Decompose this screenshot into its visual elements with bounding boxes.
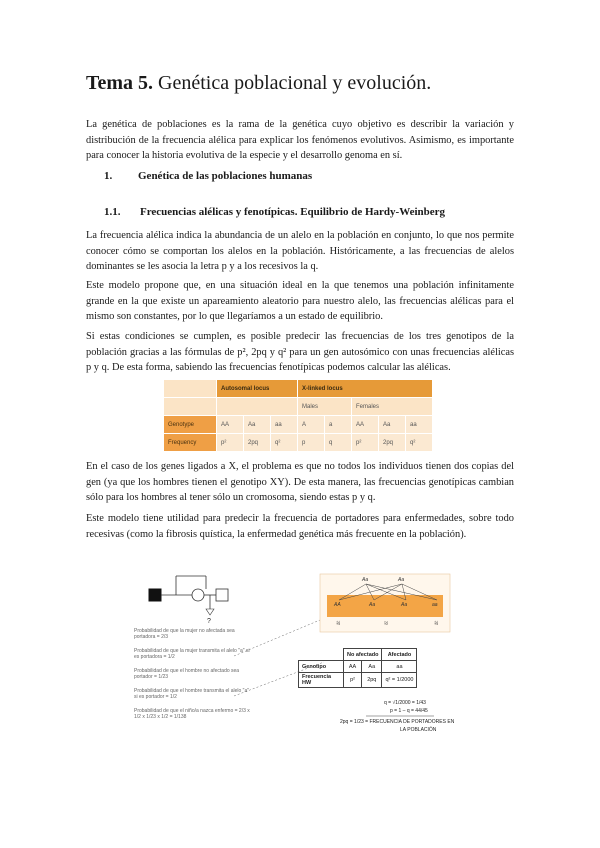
genotype-cell: aa [271,416,298,434]
genotype-cell: AA [217,416,244,434]
cross-highlight [327,595,443,617]
frequency-label: Frequency [164,434,217,452]
carrier-frequency-table [298,648,417,688]
affected-header: Afectado [382,649,417,661]
females-header: Females [352,398,433,416]
unaffected-male-symbol [216,589,228,601]
genotype-label: Genotype [164,416,217,434]
genotype-cell: aa [406,416,433,434]
frequency-row [164,434,433,452]
female-symbol [192,589,204,601]
genotype-row-label: Genotipo [299,661,344,673]
genotype-cell: Aa [244,416,271,434]
unknown-child-symbol [206,609,214,615]
probability-note: Probabilidad de que la mujer transmita el alelo "a" si es portadora = 1/2 [134,648,250,660]
males-header: Males [298,398,352,416]
title-number: Tema 5. [86,72,154,94]
probability-note: Probabilidad de que el niño/a nazca enfermo = 2/3 x 1/2 x 1/23 x 1/2 = 1/138 [134,708,250,720]
genotype-fraction: ¼ [434,621,439,627]
paragraph-model: Este modelo propone que, en una situación ideal en la que tenemos una población infinitamente grande en la que existe un apareamiento aleatorio para nuestro alelo, las frecuencias alélicas para el mismo son constantes, por lo que llegaríamos a un estado de equilibrio. [86,280,514,322]
affected-male-symbol [149,589,161,601]
parent-genotype: Aa [398,577,405,583]
genotype-cell: A [298,416,325,434]
parent-genotype: Aa [362,577,369,583]
frequency-cell: p² [352,434,379,452]
autosomal-header: Autosomal locus [217,380,298,398]
frequency-cell: 2pq [379,434,406,452]
title-text: Genética poblacional y evolución. [153,72,432,94]
probability-note: Probabilidad de que la mujer no afectada sea portadora = 2/3 [134,628,235,640]
section-title: Genética de las poblaciones humanas [138,170,313,182]
frequency-cell: q² [271,434,298,452]
xlinked-header: X-linked locus [298,380,433,398]
equation-carriers-cont: LA POBLACIÓN [400,727,437,733]
genotype-fraction: ¼ [336,621,341,627]
section-number: 1. [104,170,113,182]
intro-paragraph: La genética de poblaciones es la rama de la genética cuyo objetivo es describir la variación y distribución de la frecuencia alélica para explicar los fenómenos evolutivos. Asimismo, es importante para conocer la historia evolutiva de la especie y el desarrollo genoma en sí. [86,119,514,161]
subsection-number: 1.1. [104,206,121,218]
child-genotype: Aa [369,602,376,608]
paragraph-genotype-frequencies: Si estas condiciones se cumplen, es posible predecir las frecuencias de los tres genotipos de la población gracias a las fórmulas de p², 2pq y q² para un gen autosómico con unas frecuencias alélicas p y q. De esta forma, sabiendo las frecuencias fenotípicas podemos calcular las alélicas. [86,331,514,373]
equation-carriers: 2pq = 1/23 = FRECUENCIA DE PORTADORES EN [340,719,455,725]
child-genotype: aa [432,602,438,608]
paragraph-allele-frequency: La frecuencia alélica indica la abundancia de un alelo en la población en conjunto, lo que nos permite conocer cómo se comportan los alelos en la población. Históricamente, a las frecuencias de alelos dominantes se les asocia la letra p y a los recesivos la q. [86,230,514,272]
hardy-weinberg-table [163,379,433,452]
child-genotype: AA [334,602,341,608]
frequency-cell: p² [217,434,244,452]
pedigree-figure [134,564,454,754]
table-cell: 2pq [362,673,382,688]
table-cell: AA [344,661,362,673]
equation-p: p = 1 – q = 44/45 [390,708,428,714]
child-genotype: Aa [401,602,408,608]
genotype-cell: a [325,416,352,434]
genotype-row [164,416,433,434]
section-heading-1 [104,170,312,182]
frequency-row-label: Frecuencia HW [299,673,344,688]
equation-q: q = √1/2000 = 1/43 [384,700,426,706]
paragraph-x-linked: En el caso de los genes ligados a X, el problema es que no todos los individuos tienen dos copias del gen (ya que los hombres tienen el genotipo XY). De esta manera, las frecuencias genotípicas cambian sólo para los hombres al tener sólo un cromosoma, siendo estas p y q. [86,461,514,503]
unaffected-header: No afectado [344,649,382,661]
frequency-cell: q [325,434,352,452]
genotype-cell: Aa [379,416,406,434]
frequency-cell: 2pq [244,434,271,452]
genotype-cell: AA [352,416,379,434]
page-title [86,72,431,95]
frequency-cell: p [298,434,325,452]
table-cell: q² = 1/2000 [382,673,417,688]
frequency-cell: q² [406,434,433,452]
table-cell: p² [344,673,362,688]
section-heading-1-1 [104,206,445,218]
genotype-fraction: ½ [384,621,389,627]
table-cell: Aa [362,661,382,673]
unknown-child-label: ? [207,618,211,625]
subsection-title: Frecuencias alélicas y fenotípicas. Equilibrio de Hardy-Weinberg [140,206,446,218]
table-cell: aa [382,661,417,673]
probability-note: Probabilidad de que el hombre no afectado sea portador = 1/23 [134,668,240,680]
paragraph-model-utility: Este modelo tiene utilidad para predecir la frecuencia de portadores para enfermedades, sobre todo recesivas (como la fibrosis quística, la enfermedad genética más frecuente en la población). [86,513,514,540]
probability-note: Probabilidad de que el hombre transmita el alelo "a" si es portador = 1/2 [134,688,250,700]
